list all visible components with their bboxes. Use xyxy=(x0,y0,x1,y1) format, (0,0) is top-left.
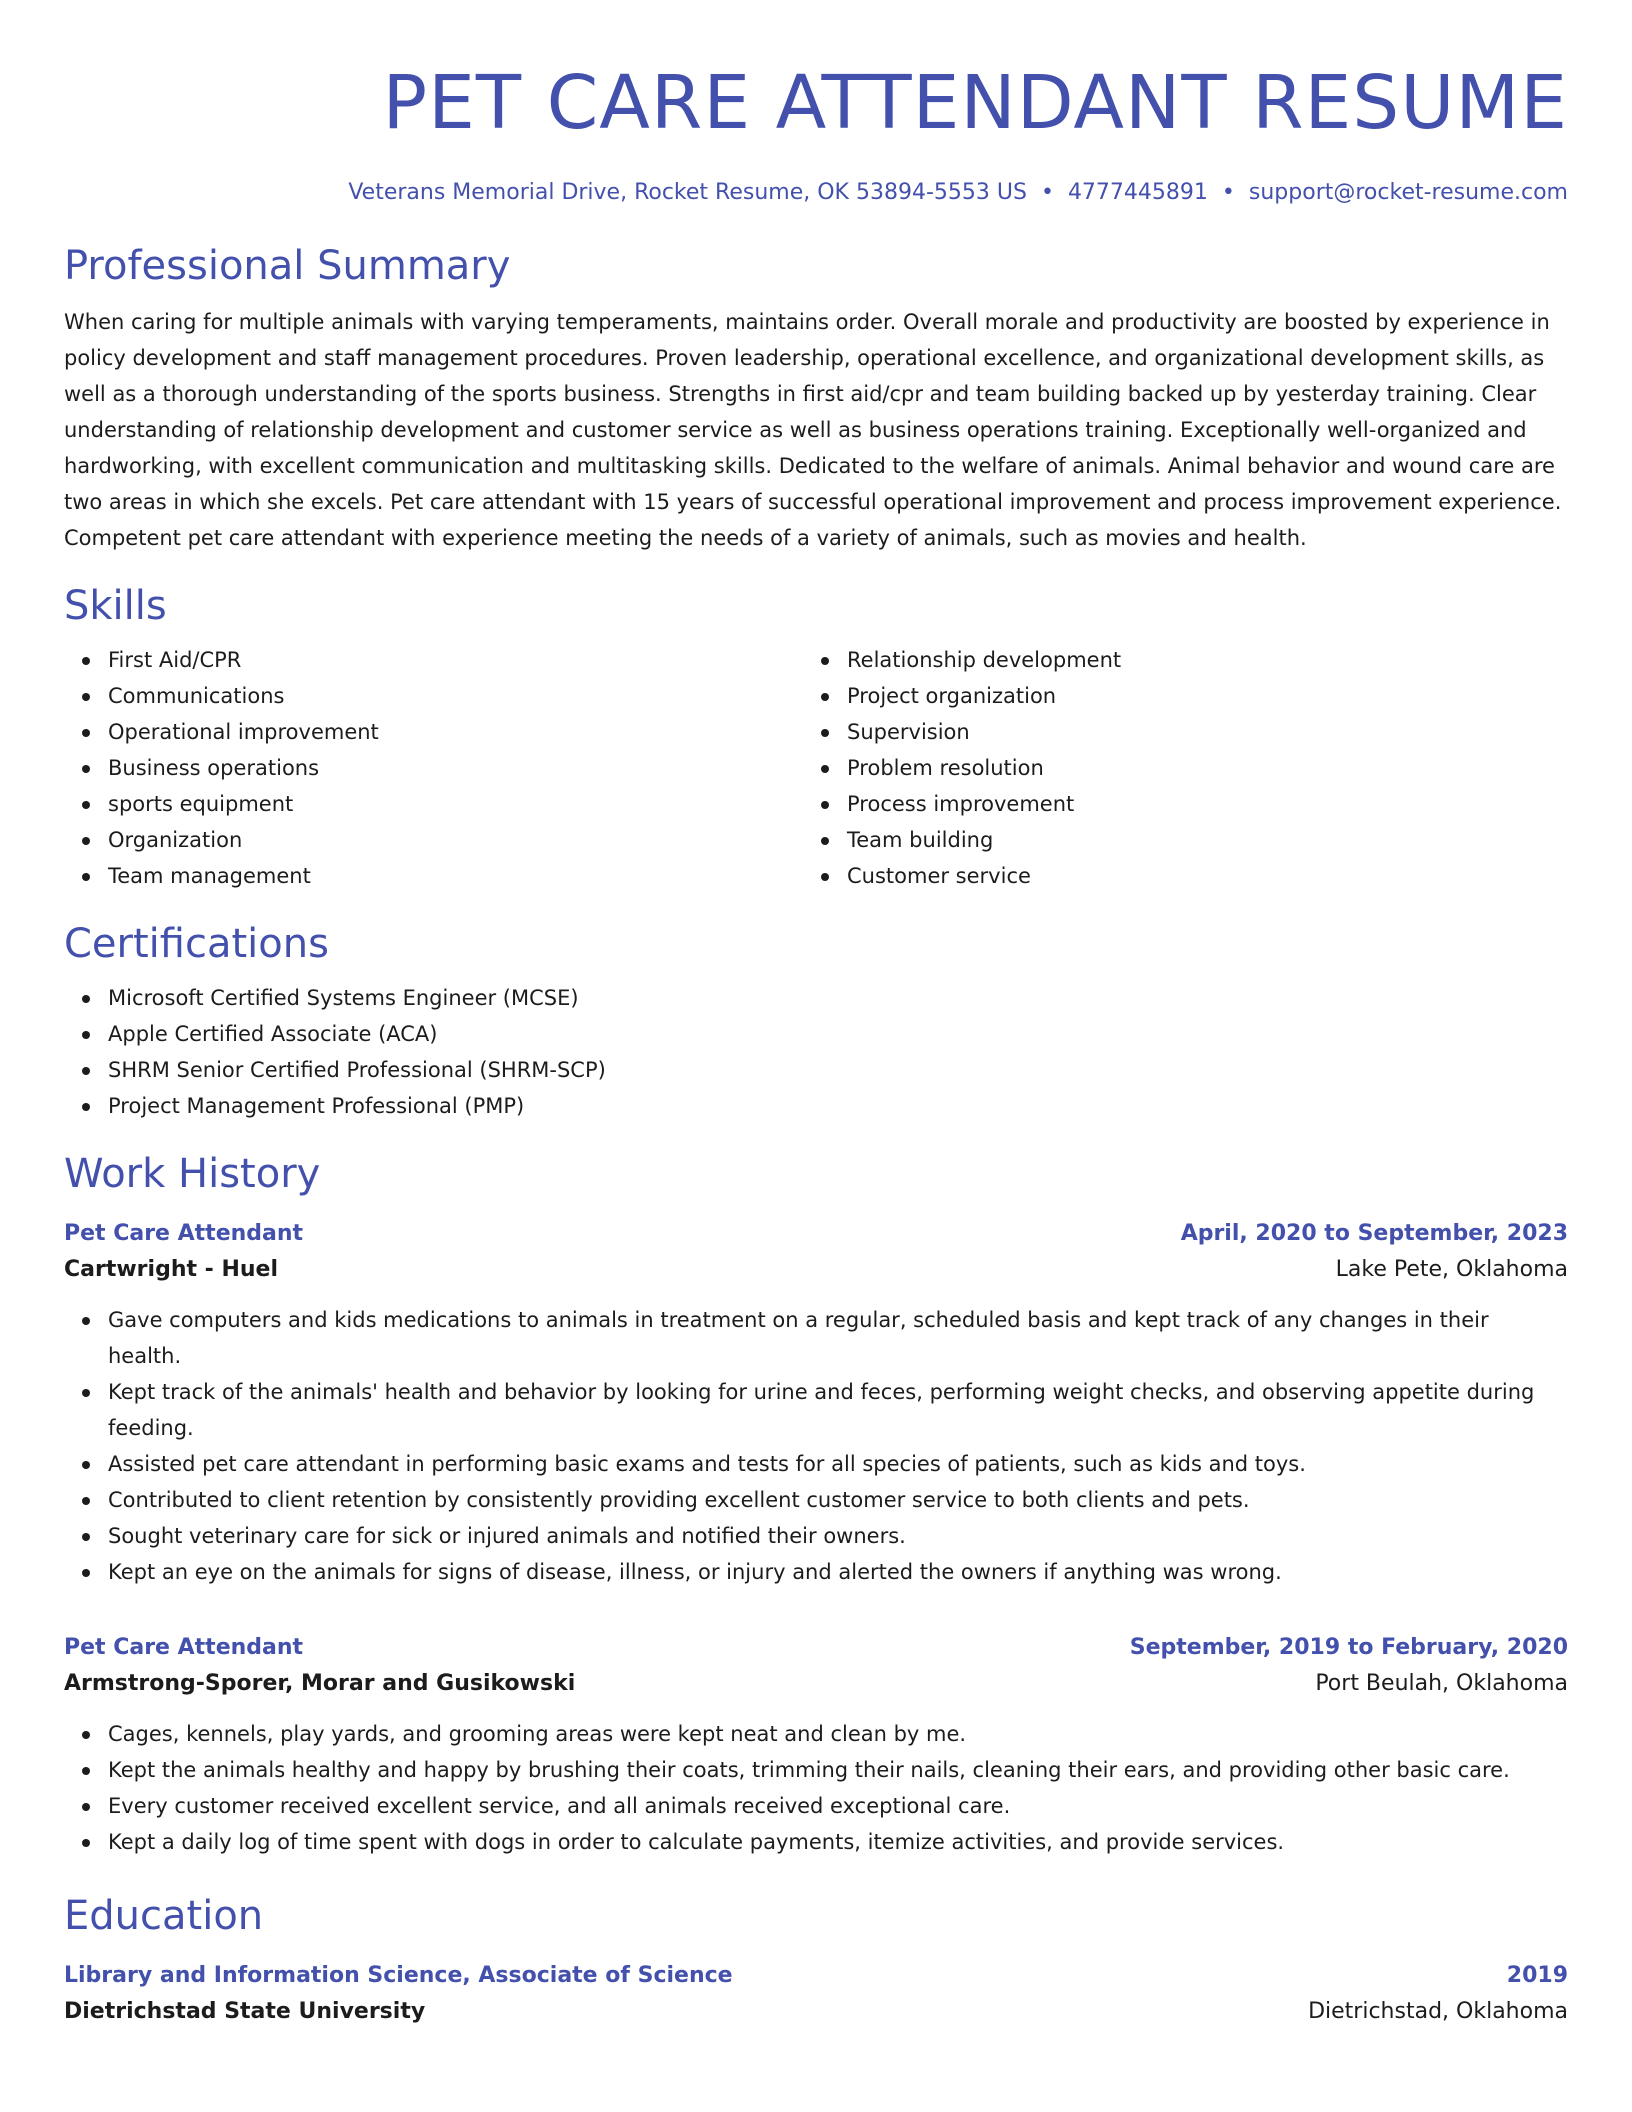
skill-item: Organization xyxy=(108,822,803,858)
job-header-row xyxy=(64,1216,1568,1252)
education-school: Dietrichstad State University xyxy=(64,1999,426,2024)
education-heading: Education xyxy=(64,1893,264,1939)
contact-line xyxy=(64,178,1568,208)
skill-item: Team management xyxy=(108,858,803,894)
skills-grid xyxy=(64,642,1568,894)
job-duty-item: Contributed to client retention by consistently providing excellent customer service to both clients and pets. xyxy=(108,1482,1568,1518)
skill-item: Communications xyxy=(108,678,803,714)
education-year: 2019 xyxy=(1506,1963,1568,1988)
job-location: Port Beulah, Oklahoma xyxy=(1315,1671,1568,1696)
job-duty-item: Sought veterinary care for sick or injured animals and notified their owners. xyxy=(108,1518,1568,1554)
job-header-row xyxy=(64,1630,1568,1666)
job-dates: April, 2020 to September, 2023 xyxy=(1180,1221,1568,1246)
job-entry xyxy=(64,1630,1568,1860)
certifications-heading: Certifications xyxy=(64,921,329,967)
skills-column-left xyxy=(64,642,803,894)
job-company: Cartwright - Huel xyxy=(64,1257,278,1282)
certification-item: Apple Certified Associate (ACA) xyxy=(108,1016,1568,1052)
skill-item: Customer service xyxy=(847,858,1542,894)
job-duty-item: Kept the animals healthy and happy by brushing their coats, trimming their nails, cleaning their ears, and providing other basic care. xyxy=(108,1752,1568,1788)
certifications-section xyxy=(64,916,1568,1124)
email-link[interactable]: support@rocket-resume.com xyxy=(1248,180,1568,205)
education-entry xyxy=(64,1958,1568,2030)
education-section xyxy=(64,1888,1568,2030)
job-duty-item: Cages, kennels, play yards, and grooming areas were kept neat and clean by me. xyxy=(108,1716,1568,1752)
summary-text: When caring for multiple animals with varying temperaments, maintains order. Overall morale and productivity are boosted by experience in policy development and staff management procedures. Proven leadership, operational excellence, and organizational development skills, as well as a thorough understanding of the sports business. Strengths in first aid/cpr and team building backed up by yesterday training. Clear understanding of relationship development and customer service as well as business operations training. Exceptionally well-organized and hardworking, with excellent communication and multitasking skills. Dedicated to the welfare of animals. Animal behavior and wound care are two areas in which she excels. Pet care attendant with 15 years of successful operational improvement and process improvement experience. Competent pet care attendant with experience meeting the needs of a variety of animals, such as movies and health. xyxy=(64,310,1562,550)
job-duty-item: Every customer received excellent service, and all animals received exceptional care. xyxy=(108,1788,1568,1824)
job-duty-item: Kept a daily log of time spent with dogs in order to calculate payments, itemize activities, and provide services. xyxy=(108,1824,1568,1860)
skills-column-right xyxy=(803,642,1542,894)
skills-list-left xyxy=(64,642,803,894)
skill-item: First Aid/CPR xyxy=(108,642,803,678)
job-duty-item: Kept track of the animals' health and behavior by looking for urine and feces, performing weight checks, and observing appetite during feeding. xyxy=(108,1374,1568,1446)
certification-item: Microsoft Certified Systems Engineer (MCSE) xyxy=(108,980,1568,1016)
skill-item: Process improvement xyxy=(847,786,1542,822)
education-degree-row xyxy=(64,1958,1568,1994)
job-company-row xyxy=(64,1252,1568,1288)
certification-item: SHRM Senior Certified Professional (SHRM-SCP) xyxy=(108,1052,1568,1088)
skills-list-right xyxy=(803,642,1542,894)
work-history-heading: Work History xyxy=(64,1151,321,1197)
separator-dot: • xyxy=(1040,180,1054,205)
job-title: Pet Care Attendant xyxy=(64,1221,304,1246)
skill-item: Operational improvement xyxy=(108,714,803,750)
skill-item: Supervision xyxy=(847,714,1542,750)
education-degree: Library and Information Science, Associate of Science xyxy=(64,1963,733,1988)
skill-item: sports equipment xyxy=(108,786,803,822)
skill-item: Business operations xyxy=(108,750,803,786)
job-title: Pet Care Attendant xyxy=(64,1635,304,1660)
job-entry xyxy=(64,1216,1568,1590)
page-title: PET CARE ATTENDANT RESUME xyxy=(382,60,1568,146)
summary-section xyxy=(64,238,1568,556)
address: Veterans Memorial Drive, Rocket Resume, OK 53894-5553 US xyxy=(348,180,1027,205)
education-location: Dietrichstad, Oklahoma xyxy=(1308,1999,1568,2024)
skill-item: Team building xyxy=(847,822,1542,858)
phone: 4777445891 xyxy=(1067,180,1208,205)
job-company-row xyxy=(64,1666,1568,1702)
job-duties-list xyxy=(64,1716,1568,1860)
skills-heading: Skills xyxy=(64,583,167,629)
certification-item: Project Management Professional (PMP) xyxy=(108,1088,1568,1124)
job-duty-item: Kept an eye on the animals for signs of disease, illness, or injury and alerted the owners if anything was wrong. xyxy=(108,1554,1568,1590)
job-duty-item: Gave computers and kids medications to animals in treatment on a regular, scheduled basis and kept track of any changes in their health. xyxy=(108,1302,1568,1374)
work-history-section xyxy=(64,1146,1568,1860)
job-duty-item: Assisted pet care attendant in performing basic exams and tests for all species of patients, such as kids and toys. xyxy=(108,1446,1568,1482)
skills-section xyxy=(64,578,1568,894)
summary-heading: Professional Summary xyxy=(64,243,511,289)
job-location: Lake Pete, Oklahoma xyxy=(1335,1257,1568,1282)
separator-dot: • xyxy=(1221,180,1235,205)
job-duties-list xyxy=(64,1302,1568,1590)
education-school-row xyxy=(64,1994,1568,2030)
resume-header xyxy=(64,50,1568,208)
skill-item: Relationship development xyxy=(847,642,1542,678)
skill-item: Project organization xyxy=(847,678,1542,714)
job-company: Armstrong-Sporer, Morar and Gusikowski xyxy=(64,1671,576,1696)
skill-item: Problem resolution xyxy=(847,750,1542,786)
job-dates: September, 2019 to February, 2020 xyxy=(1129,1635,1568,1660)
certifications-list xyxy=(64,980,1568,1124)
